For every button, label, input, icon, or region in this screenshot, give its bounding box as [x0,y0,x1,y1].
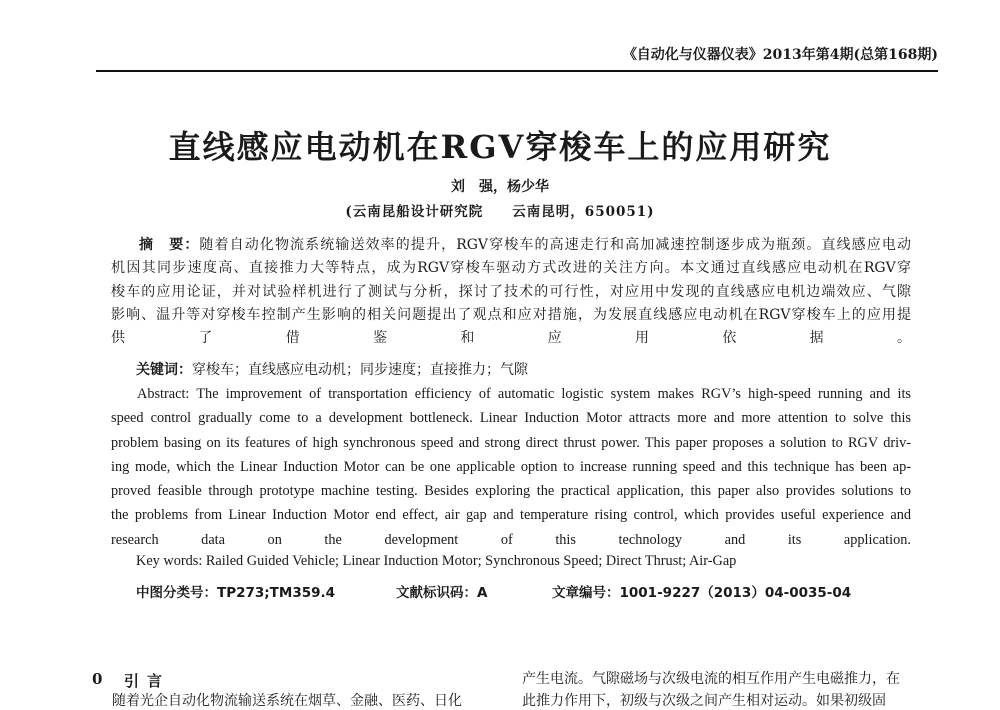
authors: 刘 强，杨少华 [451,179,549,195]
article-number: 文章编号：1001-9227（2013）04-0035-04 [552,585,852,601]
header-rule [96,70,938,72]
keywords-en-label: Key words: [136,553,203,569]
abstract-en-line-5: proved feasible through prototype machine testing. Besides exploring the practical application, this paper also provides solutions to [111,483,911,500]
abstract-cn-line-2: 机因其同步速度高、直接推力大等特点，成为RGV穿梭车驱动方式改进的关注方向。本文通过直线感应电动机在RGV穿 [111,260,911,277]
abstract-en [111,382,911,552]
abstract-cn-line-3: 梭车的应用论证，并对试验样机进行了测试与分析，探讨了技术的可行性，对应用中发现的直线感应电机边端效应、气隙 [111,283,911,300]
paper-title: 直线感应电动机在RGV穿梭车上的应用研究 [168,128,832,166]
abstract-en-line-6: the problems from Linear Induction Motor end effect, air gap and temperature rising control, which provides useful experience and [111,507,911,524]
body-right-line-2: 此推力作用下，初级与次级之间产生相对运动。如果初级固 [522,693,886,709]
abstract-en-line-2: speed control gradually come to a development bottleneck. Linear Induction Motor attracts more and more attention to solve this [111,410,911,427]
section-number: 0 [92,670,103,688]
keywords-en-text: Railed Guided Vehicle; Linear Induction Motor; Synchronous Speed; Direct Thrust; Air-Gap [205,553,737,569]
clc-number: 中图分类号：TP273;TM359.4 [136,585,336,601]
section-title: 引言 [124,672,171,690]
abstract-en-line-3: problem basing on its features of high synchronous speed and strong direct thrust power. This paper proposes a solution to RGV driv- [111,434,911,451]
abstract-en-line-1: Abstract: The improvement of transportation efficiency of automatic logistic system makes RGV’s high-speed running and its [137,386,911,402]
abstract-cn-label: 摘 要： [139,237,200,253]
body-right-line-1: 产生电流。气隙磁场与次级电流的相互作用产生电磁推力，在 [522,671,900,687]
keywords-cn [136,359,528,379]
abstract-cn-line-4: 影响、温升等对穿梭车控制产生影响的相关问题提出了观点和应对措施，为发展直线感应电动机在RGV穿梭车上的应用提 [111,306,911,323]
abstract-cn-line-1: 摘 要：随着自动化物流系统输送效率的提升，RGV穿梭车的高速走行和高加减速控制逐步成为瓶颈。直线感应电动 [139,237,911,253]
abstract-en-line-4: ing mode, which the Linear Induction Motor can be one applicable option to increase running speed and this technique has been ap- [111,458,911,475]
journal-header: 《自动化与仪器仪表》2013年第4期(总第168期) [622,47,938,63]
abstract-cn [111,234,911,350]
abstract-en-label: Abstract: [137,386,190,402]
keywords-cn-label: 关键词： [136,362,192,378]
body-left-line: 随着光企自动化物流输送系统在烟草、金融、医药、日化 [112,693,462,709]
document-code: 文献标识码：A [396,585,488,601]
abstract-en-line-7: research data on the development of this technology and its application. [111,531,911,548]
abstract-cn-line-5: 供了借鉴和应用依据。 [111,330,911,347]
keywords-en [136,553,736,570]
keywords-cn-text: 穿梭车；直线感应电动机；同步速度；直接推力；气隙 [192,362,528,378]
affiliation: (云南昆船设计研究院 云南昆明，650051) [345,204,655,220]
